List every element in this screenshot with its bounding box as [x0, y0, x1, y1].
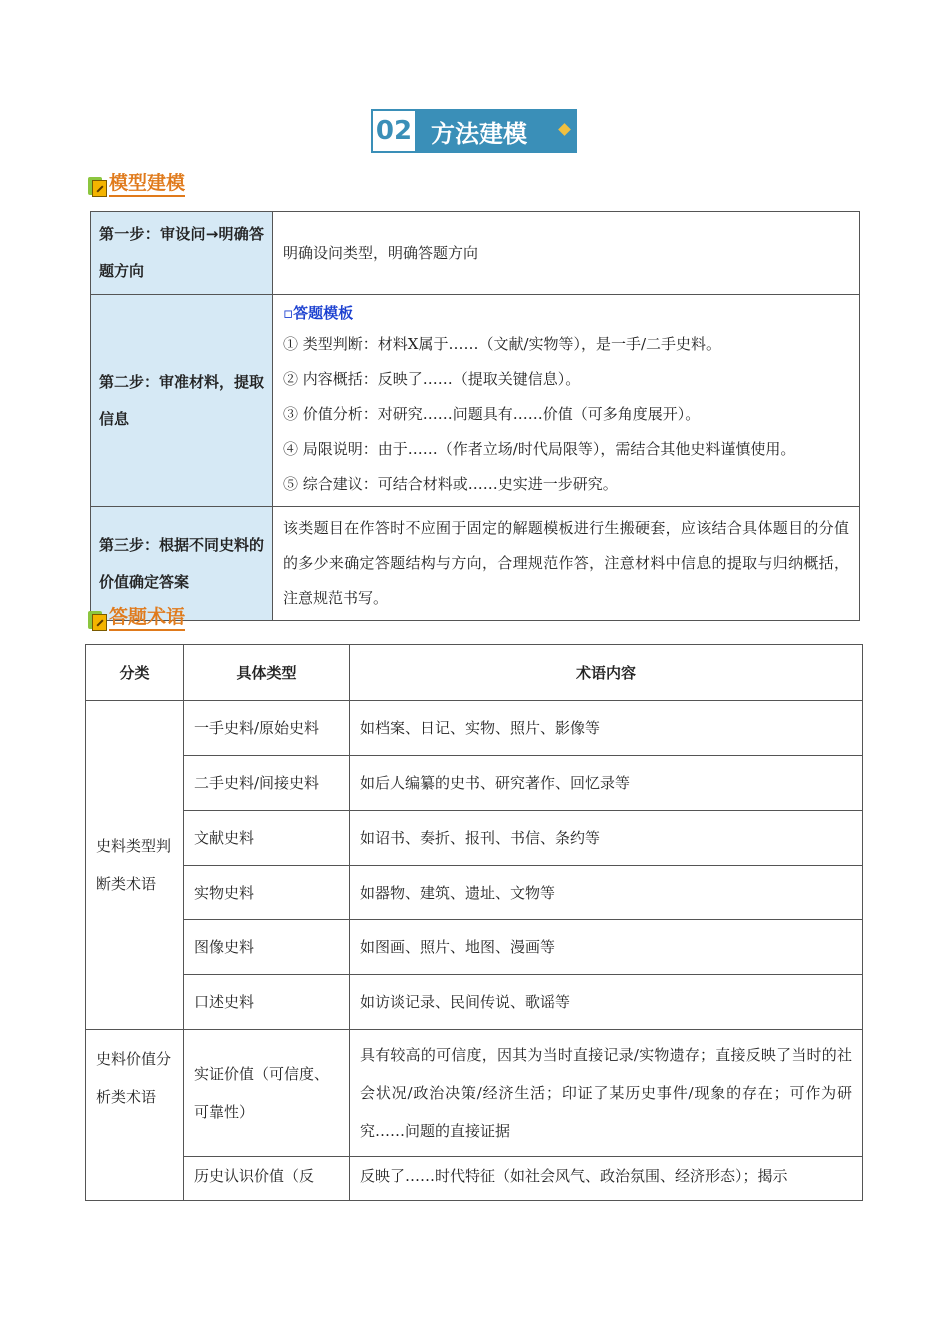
type-cell: 文献史料 [184, 811, 350, 866]
section-title-text: 方法建模 [431, 119, 527, 148]
type-cell: 实物史料 [184, 866, 350, 920]
model-section-title: 模型建模 [109, 172, 185, 197]
type-cell: 历史认识价值（反 [184, 1157, 350, 1201]
content-cell: 反映了……时代特征（如社会风气、政治氛围、经济形态）；揭示 [350, 1157, 863, 1201]
book-icon [88, 177, 108, 197]
template-line: ② 内容概括：反映了……（提取关键信息）。 [283, 370, 581, 388]
category-cell: 史料价值分析类术语 [86, 1030, 184, 1201]
category-cell: 史料类型判断类术语 [86, 701, 184, 1030]
model-section-heading [88, 172, 185, 197]
table-row [86, 866, 863, 920]
book-icon [88, 611, 108, 631]
template-line: ⑤ 综合建议：可结合材料或……史实进一步研究。 [283, 475, 618, 493]
step-row [91, 507, 860, 621]
step-label: 第三步：根据不同史料的价值确定答案 [91, 507, 273, 621]
step-content: 明确设问类型，明确答题方向 [273, 212, 860, 295]
table-row [86, 975, 863, 1030]
table-row [86, 811, 863, 866]
template-heading: ▫答题模板 [283, 304, 354, 322]
template-line: ④ 局限说明：由于……（作者立场/时代局限等），需结合其他史料谨慎使用。 [283, 440, 796, 458]
table-row [86, 701, 863, 756]
content-cell: 如图画、照片、地图、漫画等 [350, 920, 863, 975]
type-cell: 图像史料 [184, 920, 350, 975]
section-title [417, 109, 577, 153]
template-line: ③ 价值分析：对研究……问题具有……价值（可多角度展开）。 [283, 405, 701, 423]
content-cell: 如器物、建筑、遗址、文物等 [350, 866, 863, 920]
template-line: ① 类型判断：材料X属于……（文献/实物等），是一手/二手史料。 [283, 335, 722, 353]
table-header-row [86, 645, 863, 701]
terms-section-title: 答题术语 [109, 606, 185, 631]
terms-section-heading [88, 606, 185, 631]
table-row [86, 920, 863, 975]
content-cell: 如后人编纂的史书、研究著作、回忆录等 [350, 756, 863, 811]
type-cell: 一手史料/原始史料 [184, 701, 350, 756]
column-header: 分类 [86, 645, 184, 701]
step-row [91, 295, 860, 507]
section-number: 02 [371, 109, 417, 153]
diamond-icon [558, 123, 571, 136]
step-label: 第一步：审设问→明确答题方向 [91, 212, 273, 295]
column-header: 具体类型 [184, 645, 350, 701]
table-row [86, 1030, 863, 1157]
section-title-badge [371, 109, 577, 153]
step-row [91, 212, 860, 295]
type-cell: 实证价值（可信度、可靠性） [184, 1030, 350, 1157]
column-header: 术语内容 [350, 645, 863, 701]
content-cell: 如诏书、奏折、报刊、书信、条约等 [350, 811, 863, 866]
content-cell: 如档案、日记、实物、照片、影像等 [350, 701, 863, 756]
table-row [86, 1157, 863, 1201]
content-cell: 如访谈记录、民间传说、歌谣等 [350, 975, 863, 1030]
type-cell: 二手史料/间接史料 [184, 756, 350, 811]
step-label: 第二步：审准材料，提取信息 [91, 295, 273, 507]
step-content [273, 295, 860, 507]
terms-table [85, 644, 863, 1201]
type-cell: 口述史料 [184, 975, 350, 1030]
model-table [90, 211, 860, 621]
content-cell: 具有较高的可信度，因其为当时直接记录/实物遗存；直接反映了当时的社会状况/政治决策/经济生活；印证了某历史事件/现象的存在；可作为研究……问题的直接证据 [350, 1030, 863, 1157]
table-row [86, 756, 863, 811]
step-content: 该类题目在作答时不应囿于固定的解题模板进行生搬硬套，应该结合具体题目的分值的多少来确定答题结构与方向，合理规范作答，注意材料中信息的提取与归纳概括，注意规范书写。 [273, 507, 860, 621]
